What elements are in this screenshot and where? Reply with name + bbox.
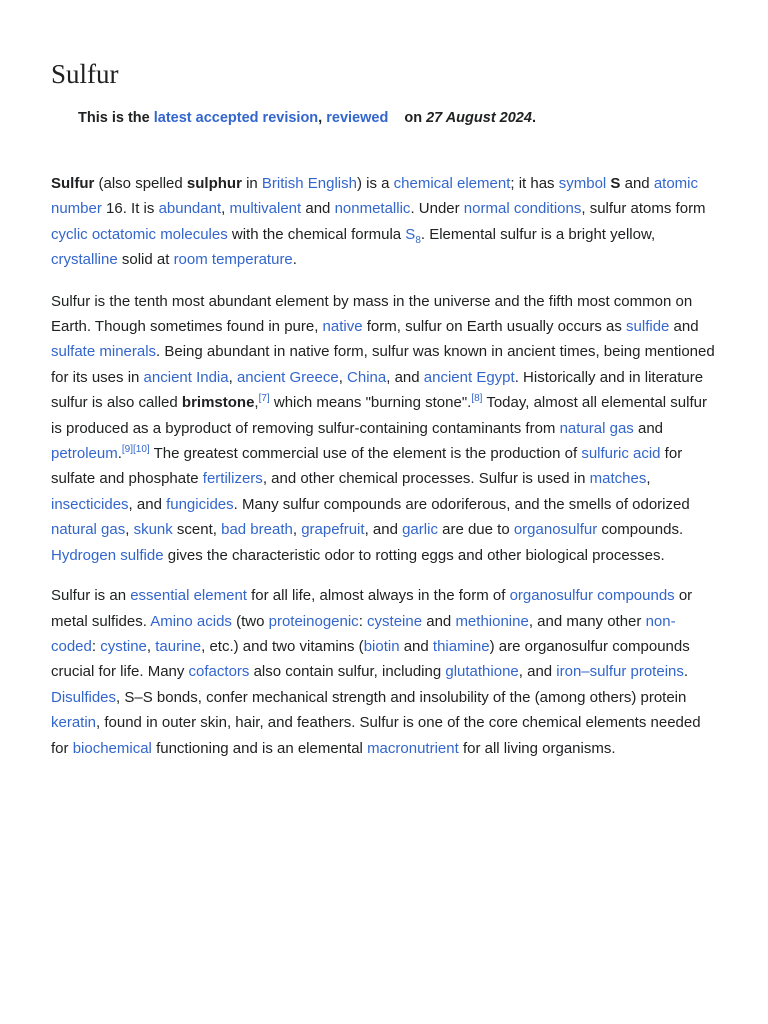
- citation-link[interactable]: [9][10]: [121, 444, 150, 456]
- link-china[interactable]: China: [347, 368, 387, 386]
- revision-on: on: [404, 110, 423, 126]
- text-run: ) is a: [356, 175, 394, 192]
- text-run: .: [683, 663, 689, 681]
- text-run: form, sulfur on Earth usually occurs as: [362, 318, 627, 336]
- text-run: . Being abundant in native form, sulfur was known in ancient times, being mentioned for its uses in: [51, 343, 715, 386]
- reviewed-link[interactable]: reviewed: [326, 110, 389, 126]
- link-atomic-number[interactable]: atomic number: [51, 175, 698, 218]
- text-run: :: [91, 637, 101, 655]
- link-abundant[interactable]: abundant: [158, 200, 222, 218]
- text-run: The greatest commercial use of the element is the production of: [149, 445, 582, 463]
- citation-link[interactable]: [7]: [258, 393, 270, 405]
- link-cysteine[interactable]: cysteine: [367, 612, 423, 630]
- text-run: ,: [125, 521, 134, 539]
- text-run: 16. It is: [101, 200, 159, 218]
- page-title: Sulfur: [51, 59, 119, 89]
- text-run: , S–S bonds, confer mechanical strength and insolubility of the (among others) protein: [116, 688, 687, 706]
- text-run: , and: [364, 521, 403, 539]
- link-fungicides[interactable]: fungicides: [166, 495, 234, 513]
- text-run: for sulfate and phosphate: [51, 445, 683, 488]
- text-run: (also spelled: [94, 175, 187, 192]
- text-run: for all living organisms.: [458, 739, 616, 757]
- link-chemical-element[interactable]: chemical element: [393, 175, 511, 192]
- text-run: (two: [231, 612, 269, 630]
- link-insecticides[interactable]: insecticides: [51, 495, 129, 513]
- text-run: , and: [128, 495, 167, 513]
- text-run: . Under: [410, 200, 464, 218]
- link-grapefruit[interactable]: grapefruit: [301, 521, 365, 539]
- link-methionine[interactable]: methionine: [455, 612, 529, 630]
- link-biochemical[interactable]: biochemical: [72, 739, 152, 757]
- link-room-temperature[interactable]: room temperature: [173, 251, 293, 269]
- link-natural-gas[interactable]: natural gas: [51, 521, 126, 539]
- link-ancient-greece[interactable]: ancient Greece: [236, 368, 339, 386]
- text-run: with the chemical formula: [227, 225, 406, 243]
- link-symbol[interactable]: symbol: [558, 175, 607, 192]
- link-s[interactable]: S: [405, 225, 416, 243]
- text-run: solid at: [117, 251, 174, 269]
- text-run: functioning and is an elemental: [151, 739, 368, 757]
- link-keratin[interactable]: keratin: [51, 714, 97, 732]
- link-fertilizers[interactable]: fertilizers: [202, 470, 263, 488]
- bold-term: Sulfur: [51, 175, 95, 192]
- citation-link[interactable]: [8]: [471, 393, 483, 405]
- latest-revision-link[interactable]: latest accepted revision: [153, 110, 319, 126]
- text-run: :: [358, 612, 368, 630]
- bold-term: sulphur: [186, 175, 242, 192]
- bold-term: S: [610, 175, 621, 192]
- text-run: , etc.) and two vitamins (: [201, 637, 364, 655]
- text-run: ,: [221, 200, 230, 218]
- text-run: ,: [338, 368, 348, 386]
- text-run: ,: [292, 521, 302, 539]
- text-run: in: [241, 175, 262, 192]
- intro-paragraph: [51, 171, 717, 273]
- link-petroleum[interactable]: petroleum: [51, 445, 118, 463]
- link-glutathione[interactable]: glutathione: [445, 663, 519, 681]
- text-run: gives the characteristic odor to rotting eggs and other biological processes.: [163, 546, 665, 564]
- biology-paragraph: [51, 583, 717, 761]
- text-run: and: [301, 200, 335, 218]
- text-run: ; it has: [510, 175, 559, 192]
- bold-term: brimstone: [181, 394, 255, 412]
- text-run: Sulfur is the tenth most abundant element by mass in the universe and the fifth most common on Earth. Though sometimes found in pure,: [51, 292, 693, 336]
- link-ancient-egypt[interactable]: ancient Egypt: [423, 368, 515, 386]
- link-thiamine[interactable]: thiamine: [432, 637, 490, 655]
- text-run: , and: [518, 663, 557, 681]
- text-run: Today, almost all elemental sulfur is produced as a byproduct of removing sulfur-containing contaminants from: [51, 394, 707, 437]
- link-cyclic-octatomic-molecules[interactable]: cyclic octatomic molecules: [51, 225, 228, 243]
- text-run: , and many other: [528, 612, 646, 630]
- text-run: or metal sulfides.: [51, 587, 693, 630]
- link-british-english[interactable]: British English: [261, 175, 357, 192]
- text-run: , and: [386, 368, 424, 386]
- link-ancient-india[interactable]: ancient India: [143, 368, 229, 386]
- link-organosulfur[interactable]: organosulfur: [513, 521, 598, 539]
- text-run: .: [292, 251, 297, 269]
- text-run: compounds.: [597, 521, 684, 539]
- text-run: ) are organosulfur compounds crucial for life. Many: [51, 637, 690, 681]
- text-run: Sulfur is an: [51, 587, 131, 605]
- link-amino-acids[interactable]: Amino acids: [150, 612, 232, 630]
- text-run: and: [620, 175, 654, 192]
- link-cystine[interactable]: cystine: [100, 637, 147, 655]
- text-run: ,: [254, 394, 259, 412]
- text-run: are due to: [437, 521, 514, 539]
- citation-ref: [259, 393, 270, 404]
- text-run: and: [669, 318, 699, 336]
- link-disulfides[interactable]: Disulfides: [51, 688, 117, 706]
- abundance-paragraph: [51, 289, 717, 568]
- link-sulfate-minerals[interactable]: sulfate minerals: [51, 343, 157, 361]
- link-multivalent[interactable]: multivalent: [229, 200, 302, 218]
- text-run: scent,: [172, 521, 222, 539]
- revision-comma: ,: [318, 110, 323, 126]
- link-hydrogen-sulfide[interactable]: Hydrogen sulfide: [51, 546, 164, 564]
- link-cofactors[interactable]: cofactors: [188, 663, 250, 681]
- link-nonmetallic[interactable]: nonmetallic: [334, 200, 411, 218]
- text-run: . Many sulfur compounds are odoriferous, and the smells of odorized: [233, 495, 690, 513]
- revision-date: 27 August 2024: [426, 110, 532, 126]
- link-proteinogenic[interactable]: proteinogenic: [268, 612, 359, 630]
- text-run: which means "burning stone".: [269, 394, 472, 412]
- link-garlic[interactable]: garlic: [402, 521, 438, 539]
- citation-ref: [122, 444, 150, 455]
- link-organosulfur-compounds[interactable]: organosulfur compounds: [509, 587, 675, 605]
- link-crystalline[interactable]: crystalline: [51, 251, 118, 269]
- revision-period: .: [531, 110, 536, 126]
- text-run: for all life, almost always in the form of: [246, 587, 510, 605]
- citation-ref: [471, 393, 482, 404]
- text-run: and: [633, 419, 664, 437]
- revision-notice: [78, 108, 717, 128]
- text-run: .: [117, 445, 122, 463]
- formula-subscript[interactable]: 8: [415, 234, 421, 246]
- link-non-coded[interactable]: non-coded: [51, 612, 676, 655]
- link-macronutrient[interactable]: macronutrient: [367, 739, 459, 757]
- text-run: and: [422, 612, 456, 630]
- link-essential-element[interactable]: essential element: [130, 587, 247, 605]
- revision-prefix: This is the: [78, 110, 150, 126]
- link-normal-conditions[interactable]: normal conditions: [463, 200, 582, 218]
- text-run: , sulfur atoms form: [581, 200, 706, 218]
- link-biotin[interactable]: biotin: [363, 637, 400, 655]
- link-matches[interactable]: matches: [589, 470, 647, 488]
- link-natural-gas[interactable]: natural gas: [559, 419, 634, 437]
- link-iron-sulfur-proteins[interactable]: iron–sulfur proteins: [556, 663, 684, 681]
- text-run: ,: [646, 470, 651, 488]
- text-run: also contain sulfur, including: [249, 663, 446, 681]
- text-run: ,: [228, 368, 237, 386]
- text-run: and: [399, 637, 433, 655]
- text-run: ,: [146, 637, 156, 655]
- link-skunk[interactable]: skunk: [133, 521, 173, 539]
- text-run: , found in outer skin, hair, and feathers. Sulfur is one of the core chemical elements needed for: [51, 714, 701, 757]
- link-native[interactable]: native: [322, 318, 363, 336]
- link-taurine[interactable]: taurine: [155, 637, 202, 655]
- text-run: . Elemental sulfur is a bright yellow,: [420, 225, 656, 243]
- link-sulfide[interactable]: sulfide: [626, 318, 670, 336]
- link-sulfuric-acid[interactable]: sulfuric acid: [581, 445, 661, 463]
- link-bad-breath[interactable]: bad breath: [221, 521, 293, 539]
- text-run: . Historically and in literature sulfur is also called: [51, 368, 704, 412]
- text-run: , and other chemical processes. Sulfur is used in: [262, 470, 590, 488]
